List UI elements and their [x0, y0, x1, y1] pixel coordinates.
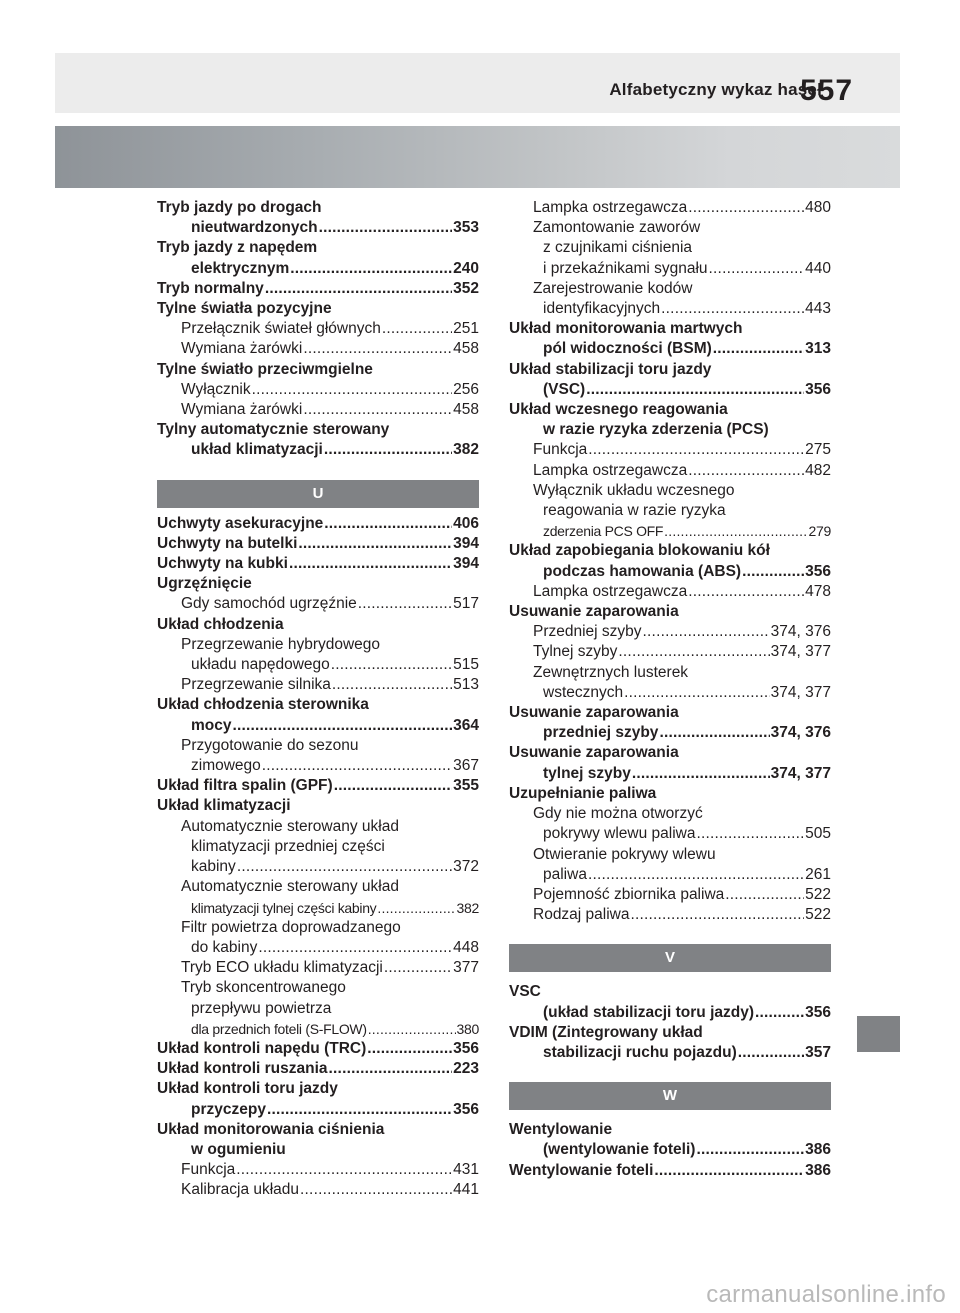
index-entry-page: 522 — [805, 885, 831, 903]
dot-leader — [334, 776, 452, 796]
dot-leader — [632, 764, 770, 784]
index-entry — [509, 683, 831, 703]
index-entry — [509, 259, 831, 279]
index-heading-line: Automatycznie sterowany układ — [181, 878, 399, 896]
section-header-v: V — [509, 944, 831, 972]
index-entry-page: 353 — [453, 219, 479, 237]
index-entry-page: 240 — [453, 259, 479, 277]
index-column-left — [157, 198, 479, 1201]
index-entry — [509, 905, 831, 925]
dot-leader — [265, 279, 452, 299]
index-heading-line: Zewnętrznych lusterek — [533, 663, 689, 681]
index-entry-page: 394 — [453, 555, 479, 573]
index-heading-line: Ugrzęźnięcie — [157, 575, 252, 593]
index-entry-term: Gdy samochód ugrzęźnie — [181, 595, 357, 613]
index-entry — [157, 400, 479, 420]
index-entry-term: Układ kontroli ruszania — [157, 1060, 328, 1078]
index-entry — [509, 723, 831, 743]
index-entry — [157, 339, 479, 359]
index-entry-page: 380 — [456, 1020, 479, 1037]
index-entry-term: mocy — [191, 716, 232, 734]
index-entry-term: (wentylowanie foteli) — [543, 1141, 696, 1159]
index-entry-page: 279 — [808, 523, 831, 540]
index-entry — [157, 675, 479, 695]
index-heading-line: Układ chłodzenia sterownika — [157, 696, 369, 714]
dot-leader — [624, 683, 770, 703]
dot-leader — [588, 865, 804, 885]
index-entry — [157, 594, 479, 614]
index-entry — [157, 319, 479, 339]
dot-leader — [586, 380, 804, 400]
index-entry — [157, 655, 479, 675]
index-group — [509, 198, 831, 925]
dot-leader — [688, 198, 804, 218]
index-entry — [157, 1019, 479, 1039]
dot-leader — [742, 562, 804, 582]
index-heading-line: Otwieranie pokrywy wlewu — [533, 845, 716, 863]
index-heading-line: klimatyzacji przedniej części — [191, 837, 385, 855]
dot-leader — [319, 218, 453, 238]
index-entry-term: nieutwardzonych — [191, 219, 318, 237]
index-entry — [509, 824, 831, 844]
index-entry-term: podczas hamowania (ABS) — [543, 562, 742, 580]
index-entry-page: 386 — [805, 1141, 831, 1159]
index-entry-term: Wentylowanie foteli — [509, 1161, 654, 1179]
index-entry — [157, 938, 479, 958]
dot-leader — [258, 938, 452, 958]
index-entry-term: wstecznych — [543, 683, 624, 701]
dot-leader — [300, 1180, 452, 1200]
dot-leader — [303, 339, 452, 359]
decorative-gradient-band — [55, 126, 900, 188]
dot-leader — [659, 723, 769, 743]
index-entry-page: 441 — [453, 1181, 479, 1199]
index-entry-page: 406 — [453, 514, 479, 532]
dot-leader — [236, 1160, 452, 1180]
index-entry-term: Funkcja — [533, 441, 588, 459]
index-entry-page: 505 — [805, 825, 831, 843]
index-entry-term: Tryb ECO układu klimatyzacji — [181, 959, 383, 977]
index-entry-page: 513 — [453, 676, 479, 694]
dot-leader — [298, 534, 452, 554]
index-entry-page: 522 — [805, 906, 831, 924]
dot-leader — [384, 958, 452, 978]
index-entry-page: 443 — [805, 300, 831, 318]
index-entry-term: Wymiana żarówki — [181, 401, 303, 419]
index-heading-line: Zamontowanie zaworów — [533, 219, 701, 237]
index-heading-line: Układ klimatyzacji — [157, 797, 291, 815]
index-heading-line: Automatycznie sterowany układ — [181, 817, 399, 835]
index-heading-line: Tylne światło przeciwmgielne — [157, 360, 373, 378]
index-entry-term: zderzenia PCS OFF — [543, 523, 664, 540]
index-entry — [509, 521, 831, 541]
index-entry-page: 356 — [805, 380, 831, 398]
index-heading-line: Układ stabilizacji toru jazdy — [509, 360, 712, 378]
section-thumb-tab — [857, 1016, 900, 1052]
dot-leader — [324, 440, 452, 460]
index-entry-term: przedniej szyby — [543, 724, 659, 742]
index-entry — [509, 461, 831, 481]
index-entry — [157, 1180, 479, 1200]
dot-leader — [290, 259, 452, 279]
index-entry-term: układu napędowego — [191, 656, 330, 674]
index-heading-line: Przygotowanie do sezonu — [181, 736, 359, 754]
index-entry — [157, 554, 479, 574]
index-entry — [509, 885, 831, 905]
dot-leader — [303, 400, 452, 420]
index-heading-line: Zarejestrowanie kodów — [533, 279, 693, 297]
index-entry-page: 223 — [453, 1060, 479, 1078]
index-entry — [157, 776, 479, 796]
index-heading-line: Tylne światła pozycyjne — [157, 300, 332, 318]
dot-leader — [725, 885, 804, 905]
index-entry-page: 356 — [805, 1003, 831, 1021]
dot-leader — [661, 299, 804, 319]
index-entry — [157, 716, 479, 736]
index-entry — [509, 339, 831, 359]
index-entry-term: pól widoczności (BSM) — [543, 340, 712, 358]
index-entry-page: 480 — [805, 199, 831, 216]
index-heading-line: Tylny automatycznie sterowany — [157, 421, 390, 439]
index-heading-line: Tryb jazdy po drogach — [157, 199, 322, 216]
index-entry — [157, 1039, 479, 1059]
index-heading-line: VDIM (Zintegrowany układ — [509, 1023, 703, 1041]
index-entry-page: 458 — [453, 340, 479, 358]
index-entry-page: 515 — [453, 656, 479, 674]
index-heading-line: w ogumieniu — [191, 1140, 286, 1158]
index-entry-term: Lampka ostrzegawcza — [533, 461, 688, 479]
index-group — [157, 514, 479, 1201]
index-heading-line: VSC — [509, 983, 541, 1001]
index-entry-term: układ klimatyzacji — [191, 441, 323, 459]
dot-leader — [289, 554, 452, 574]
index-entry-page: 386 — [805, 1161, 831, 1179]
index-entry-page: 356 — [453, 1039, 479, 1057]
dot-leader — [331, 655, 452, 675]
dot-leader — [631, 905, 805, 925]
index-entry-page: 377 — [453, 959, 479, 977]
index-entry-page: 374, 376 — [770, 623, 831, 641]
index-entry-term: Pojemność zbiornika paliwa — [533, 885, 725, 903]
dot-leader — [709, 259, 805, 279]
index-heading-line: Wyłącznik układu wczesnego — [533, 481, 735, 499]
index-entry-term: Tryb normalny — [157, 279, 264, 297]
dot-leader — [368, 1019, 456, 1039]
index-entry — [157, 958, 479, 978]
index-entry — [157, 380, 479, 400]
dot-leader — [688, 582, 804, 602]
index-entry — [157, 514, 479, 534]
index-entry — [509, 380, 831, 400]
index-entry-page: 372 — [453, 858, 479, 876]
index-entry — [509, 622, 831, 642]
index-entry-term: (układ stabilizacji toru jazdy) — [543, 1003, 755, 1021]
index-entry-page: 256 — [453, 380, 479, 398]
index-entry-term: Przełącznik świateł głównych — [181, 320, 381, 338]
dot-leader — [358, 594, 452, 614]
dot-leader — [664, 521, 807, 541]
index-heading-line: reagowania w razie ryzyka — [543, 502, 726, 520]
index-entry-term: identyfikacyjnych — [543, 300, 661, 318]
index-entry-page: 431 — [453, 1161, 479, 1179]
dot-leader — [252, 380, 453, 400]
index-heading-line: z czujnikami ciśnienia — [543, 239, 693, 257]
section-header-u: U — [157, 480, 479, 508]
dot-leader — [233, 716, 453, 736]
dot-leader — [332, 675, 452, 695]
index-entry — [157, 857, 479, 877]
index-heading-line: Przegrzewanie hybrydowego — [181, 635, 381, 653]
index-entry-term: kabiny — [191, 858, 236, 876]
watermark: carmanualsonline.info — [706, 1281, 946, 1308]
index-heading-line: Usuwanie zaparowania — [509, 704, 679, 722]
index-entry-term: Układ filtra spalin (GPF) — [157, 777, 333, 795]
index-entry-term: Wyłącznik — [181, 380, 251, 398]
index-entry-page: 374, 377 — [770, 764, 831, 782]
index-entry-page: 374, 377 — [770, 683, 831, 701]
index-heading-line: Usuwanie zaparowania — [509, 603, 679, 621]
dot-leader — [382, 319, 452, 339]
index-entry-term: zimowego — [191, 757, 261, 775]
index-entry — [509, 1161, 831, 1181]
index-heading-line: Gdy nie można otworzyć — [533, 805, 703, 823]
index-entry-page: 382 — [453, 441, 479, 459]
index-entry — [157, 279, 479, 299]
index-entry-page: 382 — [456, 899, 479, 916]
index-entry-page: 374, 376 — [770, 724, 831, 742]
index-entry-page: 352 — [453, 279, 479, 297]
index-entry — [509, 1140, 831, 1160]
index-entry-page: 478 — [805, 582, 831, 600]
index-entry-term: Wymiana żarówki — [181, 340, 303, 358]
index-entry-term: Lampka ostrzegawcza — [533, 582, 688, 600]
index-entry-page: 458 — [453, 401, 479, 419]
dot-leader — [367, 1039, 452, 1059]
index-entry-term: przyczepy — [191, 1100, 266, 1118]
index-entry — [157, 259, 479, 279]
index-heading-line: w razie ryzyka zderzenia (PCS) — [543, 421, 769, 439]
index-entry-page: 517 — [453, 595, 479, 613]
index-entry-term: Rodzaj paliwa — [533, 906, 630, 924]
index-entry-term: paliwa — [543, 865, 587, 883]
index-entry-term: dla przednich foteli (S-FLOW) — [191, 1020, 367, 1037]
index-group — [509, 1120, 831, 1181]
index-entry-term: klimatyzacji tylnej części kabiny — [191, 899, 377, 916]
index-entry-page: 448 — [453, 938, 479, 956]
index-column-right — [509, 198, 831, 1181]
index-heading-line: przepływu powietrza — [191, 999, 332, 1017]
index-entry-term: Lampka ostrzegawcza — [533, 199, 688, 216]
index-heading-line: Układ wczesnego reagowania — [509, 401, 728, 419]
index-entry — [509, 642, 831, 662]
index-entry-term: stabilizacji ruchu pojazdu) — [543, 1043, 737, 1061]
index-entry — [157, 1100, 479, 1120]
index-entry — [509, 764, 831, 784]
index-entry — [157, 218, 479, 238]
index-heading-line: Układ chłodzenia — [157, 615, 284, 633]
dot-leader — [262, 756, 452, 776]
index-entry-page: 357 — [805, 1043, 831, 1061]
dot-leader — [643, 622, 770, 642]
index-heading-line: Tryb jazdy z napędem — [157, 239, 318, 257]
index-entry — [157, 1160, 479, 1180]
index-heading-line: Uzupełnianie paliwa — [509, 784, 657, 802]
index-heading-line: Tryb skoncentrowanego — [181, 979, 346, 997]
index-entry-term: i przekaźnikami sygnału — [543, 259, 708, 277]
index-entry-term: Układ kontroli napędu (TRC) — [157, 1039, 367, 1057]
index-entry-term: do kabiny — [191, 938, 258, 956]
index-entry-term: Funkcja — [181, 1161, 236, 1179]
index-heading-line: Układ zapobiegania blokowaniu kół — [509, 542, 770, 560]
dot-leader — [688, 461, 804, 481]
index-entry-page: 261 — [805, 865, 831, 883]
index-entry-page: 356 — [805, 562, 831, 580]
index-entry-page: 356 — [453, 1100, 479, 1118]
dot-leader — [696, 1140, 804, 1160]
index-entry — [509, 582, 831, 602]
index-group — [157, 198, 479, 461]
index-entry-page: 313 — [805, 340, 831, 358]
index-entry-term: pokrywy wlewu paliwa — [543, 825, 696, 843]
index-entry-term: Przedniej szyby — [533, 623, 642, 641]
dot-leader — [588, 440, 804, 460]
section-header-w: W — [509, 1082, 831, 1110]
index-entry — [509, 1003, 831, 1023]
index-entry — [157, 756, 479, 776]
index-entry-term: Uchwyty asekuracyjne — [157, 514, 324, 532]
index-entry-term: tylnej szyby — [543, 764, 631, 782]
index-entry-term: Tylnej szyby — [533, 643, 618, 661]
dot-leader — [237, 857, 452, 877]
dot-leader — [713, 339, 804, 359]
index-entry-page: 364 — [453, 716, 479, 734]
index-heading-line: Wentylowanie — [509, 1121, 613, 1139]
index-entry-page: 275 — [805, 441, 831, 459]
index-entry-term: Uchwyty na butelki — [157, 534, 298, 552]
index-entry — [157, 534, 479, 554]
page-number: 557 — [800, 74, 854, 107]
index-entry — [157, 898, 479, 918]
index-entry — [509, 562, 831, 582]
index-entry-page: 251 — [453, 320, 479, 338]
index-entry — [509, 299, 831, 319]
index-entry-page: 394 — [453, 534, 479, 552]
index-entry — [509, 440, 831, 460]
index-entry-term: elektrycznym — [191, 259, 290, 277]
index-entry-term: Kalibracja układu — [181, 1181, 300, 1199]
index-entry-term: Przegrzewanie silnika — [181, 676, 331, 694]
index-entry — [157, 1059, 479, 1079]
index-heading-line: Układ monitorowania martwych — [509, 320, 743, 338]
dot-leader — [618, 642, 769, 662]
index-entry — [509, 1043, 831, 1063]
index-heading-line: Filtr powietrza doprowadzanego — [181, 918, 401, 936]
dot-leader — [377, 898, 455, 918]
index-entry-term: (VSC) — [543, 380, 586, 398]
index-entry-page: 482 — [805, 461, 831, 479]
index-heading-line: Usuwanie zaparowania — [509, 744, 679, 762]
index-entry — [157, 440, 479, 460]
dot-leader — [324, 514, 452, 534]
dot-leader — [738, 1043, 804, 1063]
dot-leader — [267, 1100, 452, 1120]
index-heading-line: Układ monitorowania ciśnienia — [157, 1120, 385, 1138]
index-entry-page: 367 — [453, 757, 479, 775]
index-entry — [509, 198, 831, 218]
index-entry-term: Uchwyty na kubki — [157, 555, 288, 573]
running-header-title: Alfabetyczny wykaz haseł — [609, 80, 822, 99]
index-entry-page: 440 — [805, 259, 831, 277]
dot-leader — [755, 1003, 804, 1023]
index-group — [509, 982, 831, 1063]
index-heading-line: Układ kontroli toru jazdy — [157, 1080, 338, 1098]
dot-leader — [654, 1161, 804, 1181]
index-entry-page: 355 — [453, 777, 479, 795]
index-entry-page: 374, 377 — [770, 643, 831, 661]
dot-leader — [696, 824, 804, 844]
index-entry — [509, 865, 831, 885]
dot-leader — [329, 1059, 453, 1079]
